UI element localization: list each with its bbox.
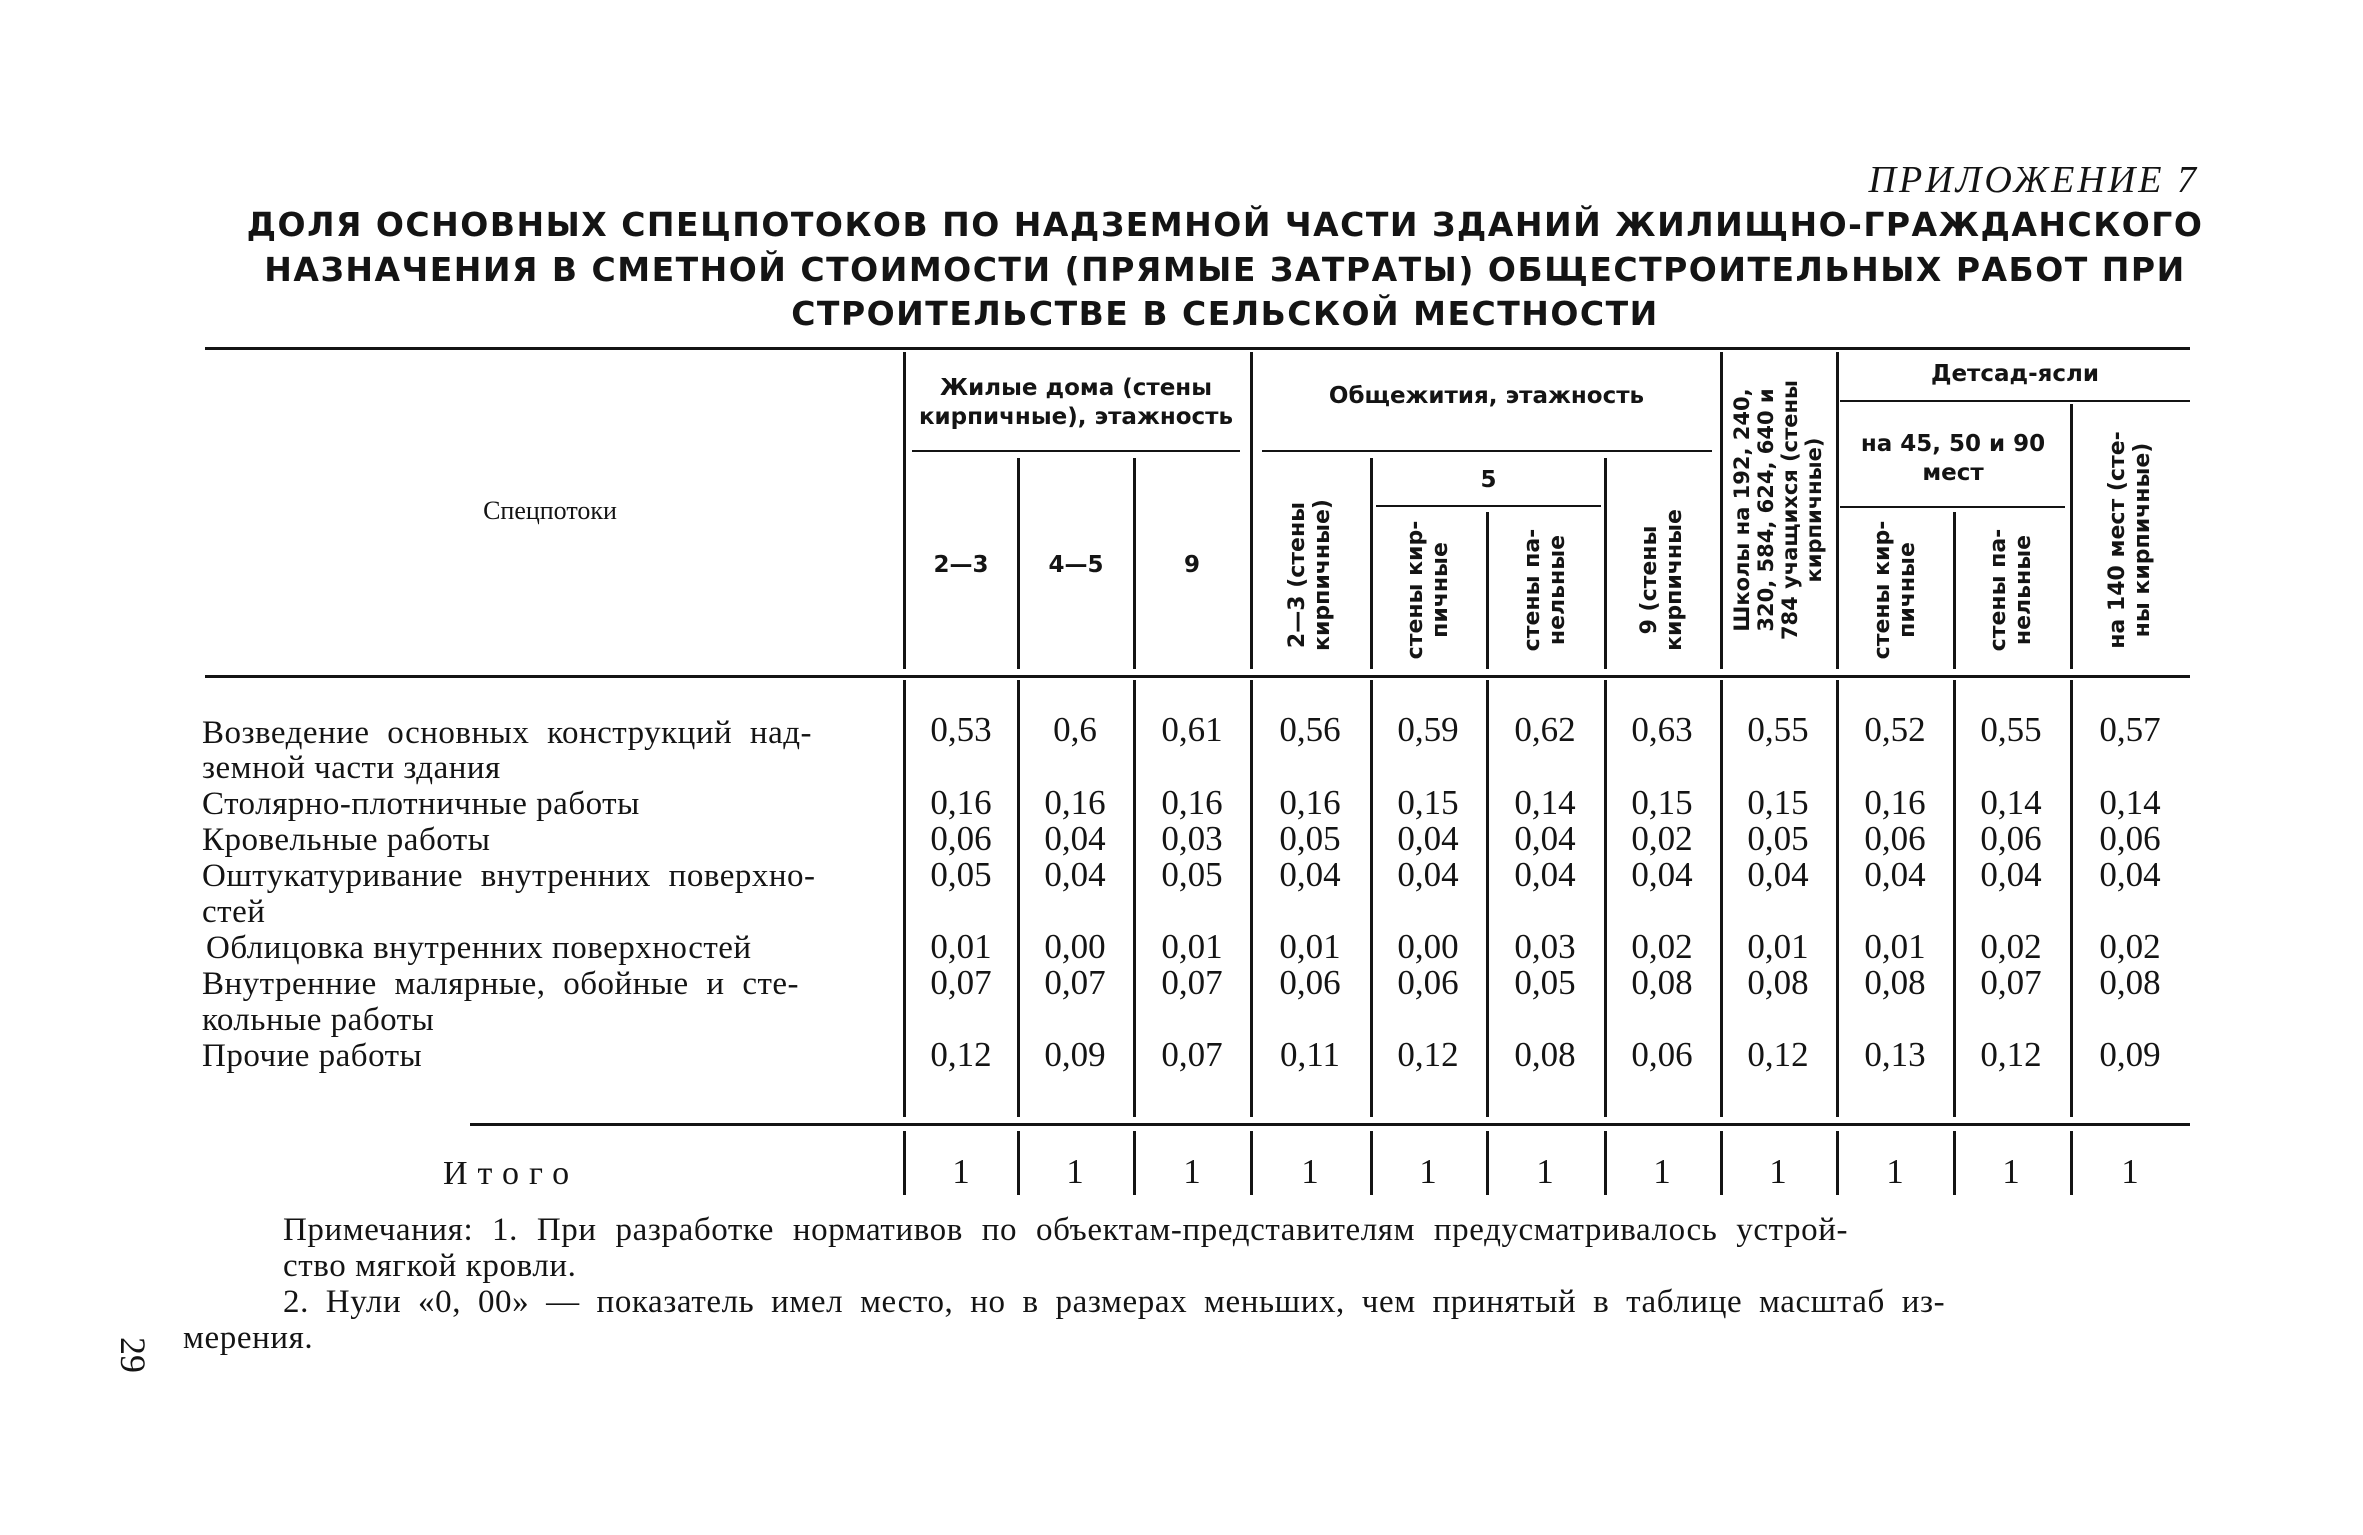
total-cell: 1 — [2002, 1152, 2020, 1191]
table-cell: 0,16 — [1044, 783, 1106, 822]
table-cell: 0,15 — [1747, 783, 1809, 822]
table-cell: 0,04 — [2099, 855, 2161, 894]
title-line-1: ДОЛЯ ОСНОВНЫХ СПЕЦПОТОКОВ ПО НАДЗЕМНОЙ ЧАСТИ ЗДАНИЙ ЖИЛИЩНО-ГРАЖДАНСКОГО — [246, 205, 2204, 244]
col-divider — [2070, 680, 2073, 1117]
row-label: Облицовка внутренних поверхностей — [206, 930, 752, 966]
col-divider — [2070, 1131, 2073, 1195]
note-line-1: Примечания: 1. При разработке нормативов по объектам-представителям предусматривалось устрой- — [283, 1212, 1849, 1248]
table-cell: 0,04 — [1044, 819, 1106, 858]
table-cell: 0,07 — [930, 963, 992, 1002]
table-cell: 0,08 — [1631, 963, 1693, 1002]
table-cell: 0,12 — [930, 1035, 992, 1074]
table-cell: 0,09 — [2099, 1035, 2161, 1074]
document-page: ПРИЛОЖЕНИЕ 7 ДОЛЯ ОСНОВНЫХ СПЕЦПОТОКОВ ПО НАДЗЕМНОЙ ЧАСТИ ЗДАНИЙ ЖИЛИЩНО-ГРАЖДАНСКОГО НАЗНАЧЕНИЯ В СМЕТНОЙ СТОИМОСТИ (ПРЯМЫЕ ЗАТРАТЫ) ОБЩЕСТРОИТЕЛЬНЫХ РАБОТ ПРИ СТРОИТЕЛЬСТВЕ В СЕЛЬСКОЙ МЕСТНОСТИ Спецпотоки Жилые дома (стены кирпичные), этажность 2—3 4—5 9 Общежития, этажность 5 Детсад-ясли на 45, 50 и 90 мест 2—3 (стены кирпичные) стены кир- пичные стены па- нельные 9 (стены кирпичные Школы на 192, 240, 320, 584, 624, 640 и 784 учащихся (стены кирпичные) стены кир- пичные стены па- нельные на 140 мест (сте- ны кирпичные) Возведение основных конструкций над- земной части здания Столярно-плотничные работы Кровельные работы Оштукатуривание внутренних поверхно- стей Облицовка внутренних поверхностей Внутренние малярные, обойные и сте- кольные работы Прочие работы 0,53 0,6 0,61 0,56 0,59 0,62 0,63 0,55 0,52 0,55 0,57 0,16 0,16 0,16 0,16 0,15 0,14 0,15 0,15 0,16 0,14 0,14 0,06 0,04 0,03 0,05 0,04 0,04 0,02 0,05 0,06 0,06 0,06 0,05 0,04 0,05 0,04 0,04 0,04 0,04 0,04 0,04 0,04 0,04 0,01 0,00 0,01 0,01 0,00 0,03 0,02 0,01 0,01 0,02 0,02 0,07 0,07 0,07 0,06 0,06 0,05 0,08 0,08 0,08 0,07 0,08 0,12 0,09 0,07 0,11 0,12 0,08 0,06 0,12 0,13 0,12 0,09 1 1 1 1 1 1 1 1 1 1 1 Итого Примечания: 1. При разработке нормативов по объектам-представителям предусматривалось устрой- ство мягкой кровли. 2. Нули «0, 00» — показатель имел место, но в размерах меньших, чем принятый в таблице масштаб из- мерения. 29 — [0, 0, 2363, 1535]
page-number: 29 — [113, 1337, 153, 1373]
total-label: Итого — [443, 1155, 580, 1192]
table-cell: 0,05 — [1514, 963, 1576, 1002]
header-bottom-rule — [205, 675, 2190, 678]
kinder-group-rule — [1840, 400, 2190, 402]
table-cell: 0,61 — [1161, 710, 1223, 749]
table-cell: 0,13 — [1864, 1035, 1926, 1074]
title-line-3: СТРОИТЕЛЬСТВЕ В СЕЛЬСКОЙ МЕСТНОСТИ — [791, 294, 1659, 333]
table-cell: 0,04 — [1980, 855, 2042, 894]
table-cell: 0,04 — [1044, 855, 1106, 894]
table-cell: 0,16 — [930, 783, 992, 822]
table-cell: 0,57 — [2099, 710, 2161, 749]
houses-group-rule — [912, 450, 1240, 452]
table-cell: 0,02 — [1631, 819, 1693, 858]
table-cell: 0,04 — [1747, 855, 1809, 894]
table-cell: 0,09 — [1044, 1035, 1106, 1074]
col-divider — [1836, 352, 1839, 669]
table-cell: 0,05 — [1279, 819, 1341, 858]
table-cell: 0,04 — [1864, 855, 1926, 894]
table-cell: 0,15 — [1397, 783, 1459, 822]
table-cell: 0,52 — [1864, 710, 1926, 749]
table-cell: 0,53 — [930, 710, 992, 749]
col-divider — [1836, 1131, 1839, 1195]
col-divider — [1250, 1131, 1253, 1195]
table-cell: 0,6 — [1053, 710, 1097, 749]
table-cell: 0,14 — [1514, 783, 1576, 822]
total-cell: 1 — [2121, 1152, 2139, 1191]
col-divider — [1604, 458, 1607, 669]
row-label: кольные работы — [202, 1002, 435, 1038]
appendix-label: ПРИЛОЖЕНИЕ 7 — [1868, 159, 2199, 201]
row-label: Столярно-плотничные работы — [202, 786, 640, 822]
total-cell: 1 — [1183, 1152, 1201, 1191]
row-label: стей — [202, 894, 266, 930]
table-cell: 0,14 — [2099, 783, 2161, 822]
dorm-group-header: Общежития, этажность — [1328, 382, 1645, 409]
table-cell: 0,05 — [1161, 855, 1223, 894]
table-cell: 0,63 — [1631, 710, 1693, 749]
table-cell: 0,01 — [1864, 927, 1926, 966]
table-cell: 0,06 — [1980, 819, 2042, 858]
table-cell: 0,12 — [1397, 1035, 1459, 1074]
col-divider — [1720, 352, 1723, 669]
dorm-5-rule — [1376, 505, 1601, 507]
note-line-2: ство мягкой кровли. — [283, 1248, 577, 1284]
total-cell: 1 — [1886, 1152, 1904, 1191]
table-cell: 0,07 — [1980, 963, 2042, 1002]
col-divider — [2070, 404, 2073, 669]
col-divider — [1250, 352, 1253, 669]
row-label: Кровельные работы — [202, 822, 491, 858]
table-cell: 0,08 — [1747, 963, 1809, 1002]
col-divider — [1133, 680, 1136, 1117]
row-label: Возведение основных конструкций над- — [202, 715, 812, 751]
table-cell: 0,12 — [1747, 1035, 1809, 1074]
table-cell: 0,14 — [1980, 783, 2042, 822]
total-cell: 1 — [1301, 1152, 1319, 1191]
houses-group-header: Жилые дома (стены кирпичные), этажность — [918, 375, 1234, 430]
col-divider — [1133, 1131, 1136, 1195]
table-cell: 0,06 — [2099, 819, 2161, 858]
table-cell: 0,08 — [1864, 963, 1926, 1002]
table-cell: 0,06 — [930, 819, 992, 858]
col-divider — [1486, 512, 1489, 669]
table-cell: 0,08 — [1514, 1035, 1576, 1074]
kinder-sub-header: на 45, 50 и 90 мест — [1860, 431, 2046, 486]
table-cell: 0,02 — [2099, 927, 2161, 966]
total-cell: 1 — [1066, 1152, 1084, 1191]
table-cell: 0,07 — [1044, 963, 1106, 1002]
row-label: Оштукатуривание внутренних поверхно- — [202, 858, 816, 894]
table-cell: 0,07 — [1161, 963, 1223, 1002]
table-cell: 0,55 — [1747, 710, 1809, 749]
dorm-5-header: 5 — [1480, 466, 1497, 493]
table-cell: 0,16 — [1279, 783, 1341, 822]
table-cell: 0,12 — [1980, 1035, 2042, 1074]
table-cell: 0,56 — [1279, 710, 1341, 749]
table-cell: 0,06 — [1397, 963, 1459, 1002]
total-cell: 1 — [952, 1152, 970, 1191]
table-cell: 0,01 — [930, 927, 992, 966]
table-cell: 0,03 — [1161, 819, 1223, 858]
table-cell: 0,02 — [1980, 927, 2042, 966]
table-cell: 0,06 — [1864, 819, 1926, 858]
houses-col-2-3: 2—3 — [933, 551, 989, 578]
col-divider — [903, 352, 906, 669]
total-cell: 1 — [1769, 1152, 1787, 1191]
table-cell: 0,62 — [1514, 710, 1576, 749]
table-cell: 0,04 — [1397, 855, 1459, 894]
col-divider — [1953, 512, 1956, 669]
table-cell: 0,11 — [1280, 1035, 1340, 1074]
table-cell: 0,02 — [1631, 927, 1693, 966]
table-cell: 0,01 — [1161, 927, 1223, 966]
total-rule — [470, 1123, 2190, 1126]
table-cell: 0,00 — [1044, 927, 1106, 966]
table-cell: 0,55 — [1980, 710, 2042, 749]
kinder-sub-rule — [1840, 506, 2065, 508]
col-divider — [1486, 680, 1489, 1117]
table-cell: 0,16 — [1161, 783, 1223, 822]
total-cell: 1 — [1653, 1152, 1671, 1191]
note-line-4: мерения. — [183, 1320, 314, 1356]
table-cell: 0,06 — [1279, 963, 1341, 1002]
table-cell: 0,00 — [1397, 927, 1459, 966]
kinder-group-header: Детсад-ясли — [1930, 360, 2100, 387]
note-line-3: 2. Нули «0, 00» — показатель имел место, но в размерах меньших, чем принятый в таблице масштаб из- — [283, 1284, 1946, 1320]
table-cell: 0,04 — [1397, 819, 1459, 858]
table-cell: 0,03 — [1514, 927, 1576, 966]
table-cell: 0,04 — [1514, 855, 1576, 894]
row-label: земной части здания — [202, 750, 501, 786]
table-cell: 0,04 — [1631, 855, 1693, 894]
table-cell: 0,59 — [1397, 710, 1459, 749]
col-divider — [1836, 680, 1839, 1117]
table-cell: 0,15 — [1631, 783, 1693, 822]
table-cell: 0,04 — [1279, 855, 1341, 894]
houses-col-9: 9 — [1183, 551, 1200, 578]
col-divider — [1250, 680, 1253, 1117]
title-line-2: НАЗНАЧЕНИЯ В СМЕТНОЙ СТОИМОСТИ (ПРЯМЫЕ ЗАТРАТЫ) ОБЩЕСТРОИТЕЛЬНЫХ РАБОТ ПРИ — [264, 250, 2186, 289]
stub-header: Спецпотоки — [483, 495, 617, 525]
table-cell: 0,04 — [1514, 819, 1576, 858]
col-divider — [1486, 1131, 1489, 1195]
table-top-rule — [205, 347, 2190, 350]
total-cell: 1 — [1419, 1152, 1437, 1191]
table-cell: 0,07 — [1161, 1035, 1223, 1074]
table-cell: 0,06 — [1631, 1035, 1693, 1074]
row-label: Прочие работы — [202, 1038, 423, 1074]
table-cell: 0,16 — [1864, 783, 1926, 822]
dorm-group-rule — [1262, 450, 1712, 452]
table-cell: 0,01 — [1279, 927, 1341, 966]
total-cell: 1 — [1536, 1152, 1554, 1191]
col-divider — [1370, 458, 1373, 669]
table-cell: 0,01 — [1747, 927, 1809, 966]
table-cell: 0,05 — [930, 855, 992, 894]
table-cell: 0,05 — [1747, 819, 1809, 858]
row-label: Внутренние малярные, обойные и сте- — [202, 966, 800, 1002]
houses-col-4-5: 4—5 — [1048, 551, 1104, 578]
table-cell: 0,08 — [2099, 963, 2161, 1002]
